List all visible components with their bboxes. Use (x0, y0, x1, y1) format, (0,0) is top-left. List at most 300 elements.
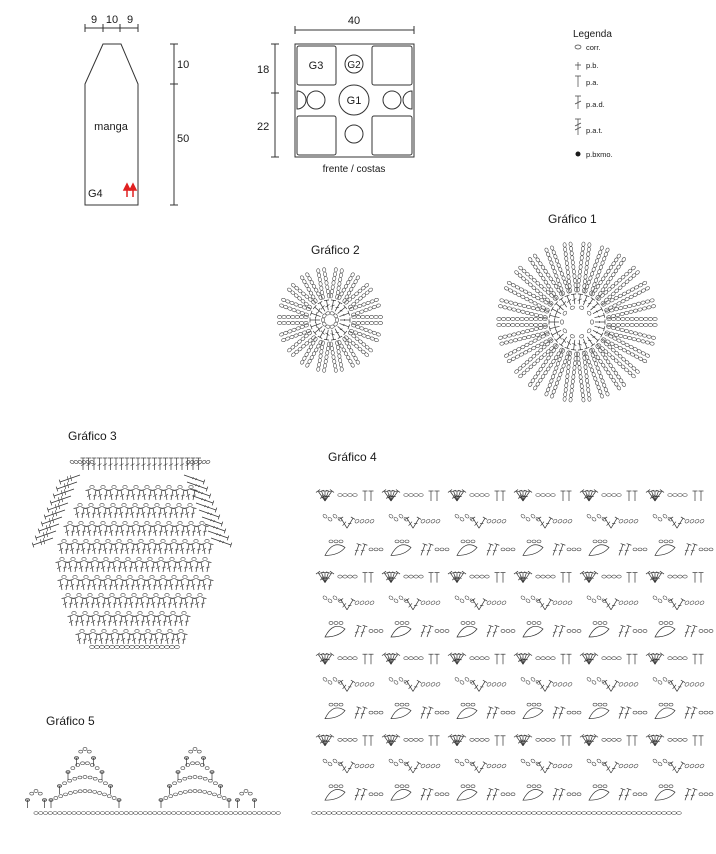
stitch-mark (567, 573, 572, 583)
chain-stitch (364, 763, 369, 768)
stitch-mark (124, 544, 130, 554)
chain-stitch (281, 298, 286, 303)
stitch-mark (501, 654, 506, 664)
chain-stitch (566, 265, 570, 270)
chain-stitch (348, 738, 352, 741)
chain-stitch (617, 494, 621, 497)
chain-stitch (374, 298, 379, 303)
stitch-mark (90, 616, 96, 626)
stitch-mark (578, 294, 583, 304)
stitch-mark (633, 491, 638, 501)
chain-stitch (311, 335, 316, 340)
stitch-mark (339, 762, 347, 773)
chain-stitch (111, 503, 115, 506)
stitch-mark (80, 544, 86, 554)
chain-stitch (409, 738, 413, 741)
chain-stitch (356, 321, 360, 324)
stitch-mark (429, 654, 434, 664)
stitch-mark (495, 654, 500, 664)
stitch-mark (104, 490, 110, 500)
chain-stitch (71, 557, 75, 560)
chain-stitch (224, 812, 228, 815)
chain-stitch (134, 812, 138, 815)
stitch-mark (589, 490, 595, 501)
chain-stitch (338, 277, 342, 282)
stitch-mark (627, 736, 632, 746)
stitch-mark (174, 490, 180, 500)
chain-stitch (102, 793, 106, 796)
chain-stitch (324, 359, 328, 364)
chain-stitch (659, 540, 663, 543)
chain-stitch (322, 758, 327, 763)
stitch-mark (103, 508, 109, 518)
stitch-mark (125, 508, 131, 518)
chain-stitch (508, 301, 513, 305)
chain-stitch (499, 341, 504, 345)
chain-stitch (323, 363, 327, 368)
chain-stitch (319, 281, 323, 286)
chain-stitch (586, 388, 590, 393)
chain-stitch (501, 548, 505, 551)
stitch-mark (179, 544, 185, 554)
chain-stitch (526, 305, 531, 309)
chain-stitch (286, 321, 290, 324)
chain-stitch (379, 793, 383, 796)
stitch-mark (479, 599, 487, 610)
chain-stitch (678, 738, 682, 741)
chain-stitch (587, 247, 591, 252)
chain-stitch (526, 335, 531, 339)
stitch-mark (124, 580, 130, 590)
shell-cluster (391, 790, 411, 801)
chain-stitch (587, 310, 592, 315)
stitch-mark (64, 526, 70, 536)
stitch-mark (83, 634, 89, 644)
chain-stitch (577, 793, 581, 796)
chain-stitch (154, 593, 158, 596)
chain-stitch (358, 339, 363, 344)
chain-stitch (93, 557, 97, 560)
chain-stitch (435, 519, 440, 524)
stitch-mark (94, 634, 100, 644)
chain-stitch (620, 328, 625, 332)
chain-stitch (409, 657, 413, 660)
chain-stitch (582, 242, 586, 247)
sleeve-schematic (85, 14, 189, 205)
stitch-mark (553, 707, 559, 719)
chain-stitch (636, 338, 641, 342)
chain-stitch (321, 341, 325, 346)
chain-stitch (129, 812, 133, 815)
chain-stitch (602, 575, 606, 578)
stitch-mark (163, 458, 168, 470)
chain-stitch (651, 336, 656, 340)
chain-stitch (279, 332, 284, 337)
chain-stitch (709, 793, 713, 796)
stitch-mark (108, 458, 113, 470)
chain-stitch (425, 519, 430, 524)
chain-stitch (233, 812, 237, 815)
stitch-mark (169, 458, 174, 470)
chain-stitch (193, 748, 197, 751)
chain-stitch (525, 761, 530, 766)
chain-stitch (577, 630, 581, 633)
stitch-mark (523, 653, 529, 664)
chain-stitch (130, 645, 135, 648)
stitch-mark (208, 580, 214, 590)
stitch-mark (553, 788, 559, 800)
chain-stitch (322, 368, 326, 373)
shell-cluster (391, 545, 411, 556)
stitch-mark (205, 524, 226, 533)
chain-stitch (616, 317, 620, 320)
stitch-mark (310, 311, 320, 318)
stitch-mark (41, 517, 62, 526)
chain-stitch (123, 521, 127, 524)
chain-stitch (331, 285, 335, 290)
chain-stitch (281, 338, 286, 343)
stitch-mark (405, 680, 413, 691)
chain-stitch (628, 519, 633, 524)
stitch-mark (93, 490, 99, 500)
stitch-mark (76, 544, 82, 554)
chain-stitch (364, 290, 369, 295)
stitch-mark (96, 508, 102, 518)
chain-stitch (117, 575, 121, 578)
chain-stitch (379, 630, 383, 633)
chain-stitch (520, 514, 525, 519)
chain-stitch (633, 711, 637, 714)
chain-stitch (333, 272, 337, 277)
chain-stitch (332, 677, 337, 682)
chain-icon (575, 45, 581, 49)
chain-stitch (580, 388, 584, 393)
chain-stitch (689, 519, 694, 524)
stitch-mark (174, 458, 179, 470)
chain-stitch (501, 600, 506, 605)
chain-stitch (78, 460, 83, 464)
stitch-mark (153, 580, 159, 590)
chain-stitch (339, 703, 343, 706)
chain-stitch (343, 657, 347, 660)
stitch-mark (471, 599, 479, 610)
chain-stitch (339, 273, 343, 278)
chain-stitch (148, 812, 152, 815)
chain-stitch (639, 323, 643, 326)
chain-stitch (382, 812, 387, 815)
chain-stitch (580, 384, 584, 389)
stitch-mark (140, 508, 146, 518)
stitch-mark (74, 562, 80, 572)
chain-stitch (189, 521, 193, 524)
chain-stitch (194, 575, 198, 578)
chain-stitch (167, 485, 171, 488)
legend-label-tr: p.a.t. (586, 126, 603, 135)
chain-stitch (304, 294, 309, 299)
stitch-mark (196, 526, 202, 536)
chain-stitch (393, 680, 398, 685)
chain-stitch (622, 812, 627, 815)
stitch-mark (413, 680, 421, 691)
sleeve-chart-ref: G4 (88, 188, 103, 200)
stitch-mark (159, 526, 165, 536)
shell-cluster (655, 626, 675, 637)
chain-stitch (322, 677, 327, 682)
chain-stitch (102, 629, 106, 632)
chart-5-title: Gráfico 5 (46, 714, 95, 728)
chain-stitch (340, 268, 344, 273)
chain-stitch (683, 657, 687, 660)
stitch-mark (421, 707, 427, 719)
stitch-mark (685, 544, 691, 556)
stitch-mark (685, 625, 691, 637)
chain-stitch (319, 354, 323, 359)
stitch-mark (126, 526, 132, 536)
chain-stitch (532, 812, 537, 815)
stitch-mark (58, 580, 64, 590)
chain-stitch (198, 790, 202, 793)
stitch-mark (625, 788, 631, 800)
slip-stitch-icon (576, 152, 581, 157)
stitch-mark (179, 598, 185, 608)
chain-stitch (252, 812, 256, 815)
chain-stitch (327, 761, 332, 766)
chain-stitch (181, 557, 185, 560)
chain-stitch (579, 379, 583, 384)
chain-stitch (170, 557, 174, 560)
chain-stitch (546, 657, 550, 660)
chain-stitch (584, 270, 588, 275)
chain-stitch (669, 540, 673, 543)
stitch-mark (310, 322, 320, 329)
stitch-mark (685, 788, 691, 800)
chain-stitch (497, 323, 501, 326)
chain-stitch (194, 460, 199, 464)
chain-stitch (100, 645, 105, 648)
chain-stitch (534, 323, 538, 326)
chain-stitch (581, 246, 585, 251)
sleeve-label: manga (94, 121, 128, 133)
stitch-mark (191, 458, 196, 470)
chain-stitch (378, 321, 382, 324)
chain-stitch (194, 539, 198, 542)
chain-stitch (496, 763, 501, 768)
stitch-mark (107, 562, 113, 572)
chain-stitch (435, 711, 439, 714)
shell-cluster (589, 790, 609, 801)
stitch-mark (190, 598, 196, 608)
chain-stitch (364, 352, 369, 357)
stitch-mark (148, 526, 154, 536)
chain-stitch (213, 782, 217, 785)
stitch-mark (325, 490, 331, 501)
chain-stitch (90, 485, 94, 488)
chain-stitch (633, 630, 637, 633)
chain-stitch (334, 785, 338, 788)
chain-stitch (492, 812, 497, 815)
chain-stitch (515, 323, 519, 326)
stitch-mark (32, 538, 53, 547)
chain-stitch (347, 812, 352, 815)
stitch-mark (669, 517, 677, 528)
stitch-mark (435, 573, 440, 583)
stitch-mark (87, 634, 93, 644)
chain-stitch (600, 393, 605, 398)
chain-stitch (110, 645, 115, 648)
chain-stitch (188, 503, 192, 506)
chain-stitch (414, 575, 418, 578)
chart-2-motif (277, 267, 382, 372)
treble-crochet-icon (575, 119, 581, 135)
motif-g2-label: G2 (347, 60, 361, 71)
stitch-mark (135, 544, 141, 554)
chain-stitch (678, 575, 682, 578)
stitch-mark (611, 680, 619, 691)
chain-stitch (445, 630, 449, 633)
stitch-mark (537, 517, 545, 528)
stitch-mark (151, 562, 157, 572)
stitch-mark (196, 503, 217, 512)
chain-stitch (334, 622, 338, 625)
chain-stitch (282, 321, 286, 324)
stitch-mark (427, 625, 433, 637)
shell-cluster (325, 545, 345, 556)
chain-stitch (593, 622, 597, 625)
chain-stitch (532, 785, 536, 788)
stitch-mark (603, 517, 611, 528)
stitch-mark (471, 762, 479, 773)
stitch-mark (347, 517, 355, 528)
chain-stitch (354, 291, 359, 296)
stitch-mark (113, 544, 119, 554)
chain-stitch (501, 793, 505, 796)
chain-stitch (68, 792, 72, 795)
chain-stitch (208, 792, 212, 795)
stitch-mark (53, 489, 74, 498)
chain-stitch (277, 315, 281, 318)
chain-stitch (435, 600, 440, 605)
chain-stitch (536, 575, 540, 578)
stitch-mark (191, 508, 197, 518)
chain-stitch (287, 347, 292, 352)
stitch-mark (113, 580, 119, 590)
chain-stitch (402, 812, 407, 815)
chain-stitch (404, 575, 408, 578)
chain-stitch (430, 600, 435, 605)
stitch-mark (63, 562, 69, 572)
chain-stitch (520, 677, 525, 682)
chain-stitch (501, 682, 506, 687)
stitch-mark (190, 580, 196, 590)
chain-stitch (182, 611, 186, 614)
stitch-mark (554, 334, 563, 343)
chain-stitch (677, 812, 682, 815)
chain-stitch (530, 514, 535, 519)
chain-stitch (542, 812, 547, 815)
chain-stitch (393, 598, 398, 603)
chain-stitch (327, 598, 332, 603)
stitch-mark (102, 544, 108, 554)
chain-stitch (150, 539, 154, 542)
chain-stitch (176, 593, 180, 596)
chain-stitch (67, 812, 71, 815)
stitch-mark (590, 334, 599, 343)
chain-stitch (339, 540, 343, 543)
chain-stitch (592, 812, 597, 815)
chain-stitch (516, 309, 521, 313)
stitch-mark (131, 580, 137, 590)
stitch-mark (145, 616, 151, 626)
chain-stitch (400, 703, 404, 706)
chain-stitch (34, 812, 38, 815)
chain-stitch (388, 677, 393, 682)
chain-stitch (440, 630, 444, 633)
chain-stitch (407, 812, 412, 815)
chain-stitch (525, 598, 530, 603)
chain-stitch (546, 575, 550, 578)
chain-stitch (330, 324, 335, 328)
stitch-mark (699, 736, 704, 746)
stitch-mark (123, 616, 129, 626)
chain-stitch (334, 703, 338, 706)
chain-stitch (116, 611, 120, 614)
chain-stitch (615, 313, 620, 317)
chain-stitch (330, 346, 334, 351)
stitch-mark (669, 762, 677, 773)
chain-stitch (128, 575, 132, 578)
chain-stitch (112, 485, 116, 488)
chain-stitch (282, 315, 286, 318)
stitch-mark (162, 562, 168, 572)
stitch-mark (595, 320, 605, 325)
chain-stitch (321, 318, 324, 322)
stitch-mark (168, 598, 174, 608)
chain-stitch (662, 812, 667, 815)
chain-stitch (361, 321, 365, 324)
stitch-mark (152, 616, 158, 626)
stitch-mark (168, 544, 174, 554)
stitch-mark (120, 634, 126, 644)
stitch-mark (567, 654, 572, 664)
legend-label-chain: corr. (586, 43, 601, 52)
chain-stitch (197, 750, 201, 753)
chain-stitch (414, 738, 418, 741)
chain-stitch (623, 600, 628, 605)
chain-stitch (106, 539, 110, 542)
motif-g2-bottom (345, 125, 363, 143)
chain-stitch (573, 361, 577, 366)
chain-stitch (704, 548, 708, 551)
chain-stitch (487, 812, 492, 815)
chain-stitch (699, 682, 704, 687)
chain-stitch (617, 738, 621, 741)
chain-stitch (43, 812, 47, 815)
stitch-mark (619, 625, 625, 637)
chain-stitch (331, 350, 335, 355)
chain-stitch (689, 600, 694, 605)
chart-3-motif (32, 458, 232, 649)
stitch-mark (677, 517, 685, 528)
chain-stitch (501, 763, 506, 768)
chain-stitch (573, 278, 577, 283)
chain-stitch (144, 503, 148, 506)
chain-stitch (562, 600, 567, 605)
chain-stitch (73, 777, 77, 780)
chain-stitch (369, 321, 373, 324)
chain-stitch (39, 812, 43, 815)
chain-stitch (669, 703, 673, 706)
chain-stitch (326, 289, 330, 294)
